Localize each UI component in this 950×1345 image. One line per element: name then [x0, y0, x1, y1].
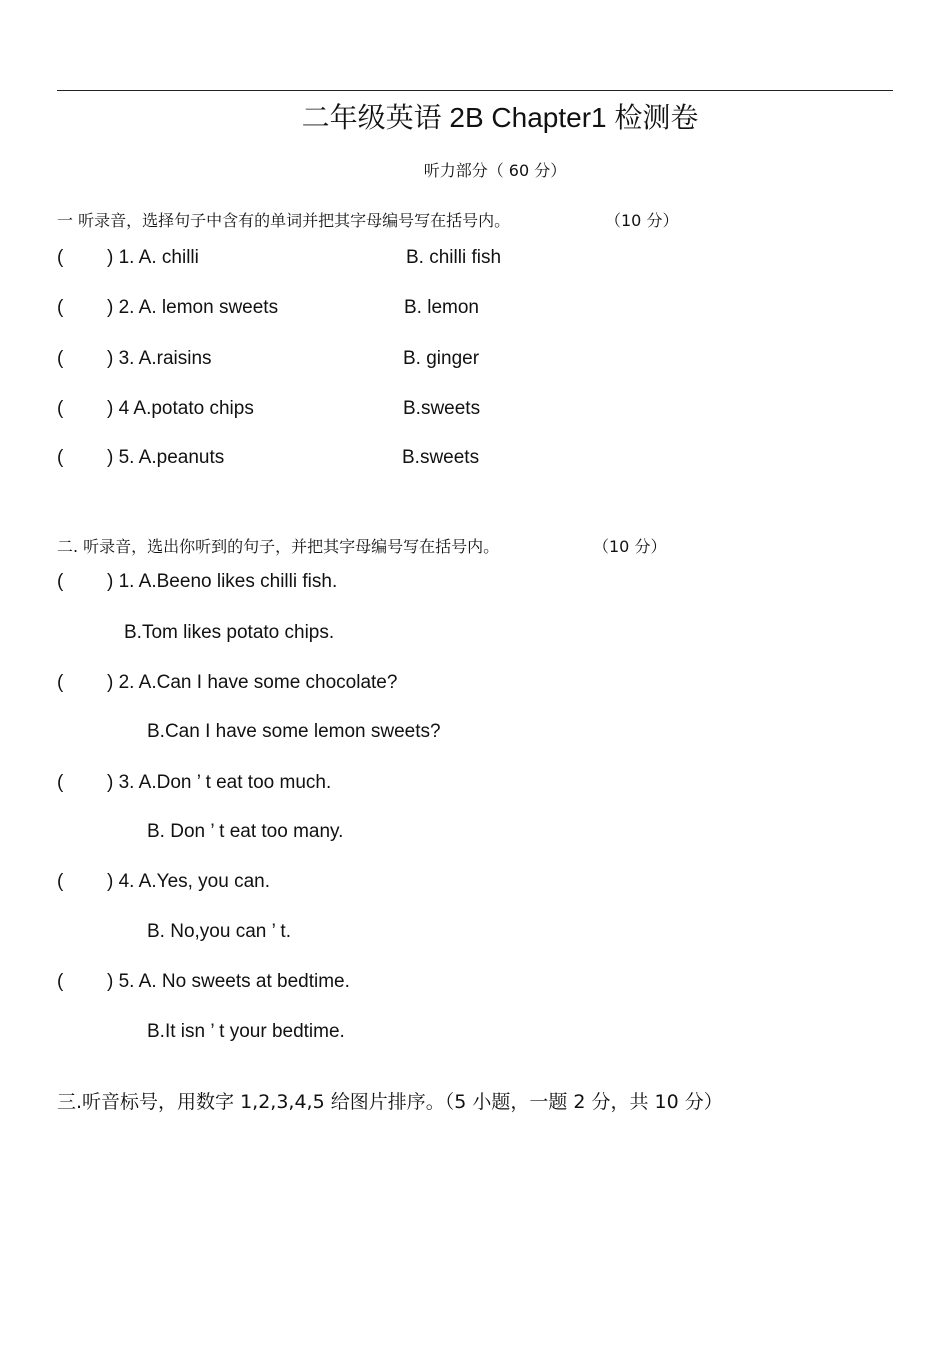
answer-paren[interactable]: ( [57, 297, 64, 318]
answer-paren[interactable]: ( [57, 672, 64, 693]
question-option-a: ) 1. A.Beeno likes chilli fish. [107, 571, 338, 592]
section2-points: （10 分） [593, 537, 667, 556]
question-option-a: ) 4. A.Yes, you can. [107, 871, 271, 892]
section2-question-2 [57, 672, 857, 698]
section1-heading [57, 208, 679, 231]
question-option-b: B.sweets [402, 447, 480, 468]
answer-paren[interactable]: ( [57, 871, 64, 892]
section2-question-5-option-b: B.It isn ’ t your bedtime. [147, 1021, 345, 1042]
question-option-a: ) 1. A. chilli [107, 247, 199, 268]
section1-heading-text: 一 听录音，选择句子中含有的单词并把其字母编号写在括号内。 [57, 211, 511, 230]
question-option-b: B.sweets [403, 398, 481, 419]
answer-paren[interactable]: ( [57, 571, 64, 592]
answer-paren[interactable]: ( [57, 447, 64, 468]
answer-paren[interactable]: ( [57, 971, 64, 992]
section2-question-3 [57, 772, 857, 798]
question-option-a: ) 2. A. lemon sweets [107, 297, 279, 318]
section1-question-4 [57, 398, 857, 424]
section2-question-1 [57, 571, 857, 597]
section2-question-4 [57, 871, 857, 897]
question-option-a: ) 3. A.Don ’ t eat too much. [107, 772, 332, 793]
question-option-a: ) 4 A.potato chips [107, 398, 254, 419]
section2-question-3-option-b: B. Don ’ t eat too many. [147, 821, 344, 842]
top-rule [57, 90, 893, 91]
question-option-a: ) 3. A.raisins [107, 348, 212, 369]
section3-heading: 三.听音标号，用数字 1,2,3,4,5 给图片排序。（5 小题，一题 2 分，共 10 分） [57, 1091, 723, 1113]
section2-heading-text: 二. 听录音，选出你听到的句子，并把其字母编号写在括号内。 [57, 537, 500, 556]
section2-question-5 [57, 971, 857, 997]
answer-paren[interactable]: ( [57, 398, 64, 419]
question-option-a: ) 5. A.peanuts [107, 447, 225, 468]
section1-question-2 [57, 297, 857, 323]
question-option-b: B. lemon [404, 297, 479, 318]
section1-question-5 [57, 447, 857, 473]
section2-question-2-option-b: B.Can I have some lemon sweets? [147, 721, 441, 742]
answer-paren[interactable]: ( [57, 247, 64, 268]
section2-question-4-option-b: B. No,you can ’ t. [147, 921, 291, 942]
section1-points: （10 分） [605, 211, 679, 230]
listening-subtitle: 听力部分（ 60 分） [423, 161, 567, 180]
question-option-a: ) 5. A. No sweets at bedtime. [107, 971, 350, 992]
question-option-a: ) 2. A.Can I have some chocolate? [107, 672, 398, 693]
section2-question-1-option-b: B.Tom likes potato chips. [124, 622, 335, 643]
answer-paren[interactable]: ( [57, 772, 64, 793]
section1-question-1 [57, 247, 857, 273]
section1-question-3 [57, 348, 857, 374]
question-option-b: B. chilli fish [406, 247, 502, 268]
question-option-b: B. ginger [403, 348, 480, 369]
answer-paren[interactable]: ( [57, 348, 64, 369]
section2-heading [57, 534, 667, 557]
page-title: 二年级英语 2B Chapter1 检测卷 [301, 102, 699, 133]
